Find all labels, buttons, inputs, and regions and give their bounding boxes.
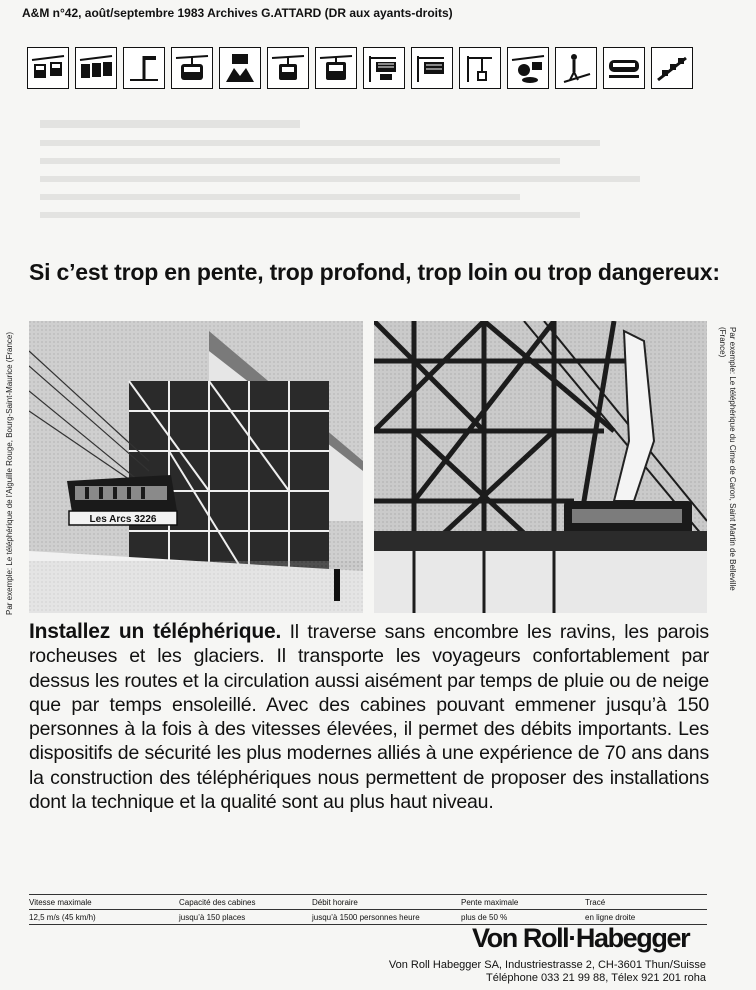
spec-value: en ligne droite bbox=[585, 912, 636, 922]
drag-lift-icon bbox=[123, 47, 165, 89]
funifor-icon bbox=[219, 47, 261, 89]
spec-table bbox=[29, 894, 707, 925]
spec-header: Pente maximale bbox=[461, 897, 519, 907]
spec-value: jusqu’à 1500 personnes heure bbox=[312, 912, 420, 922]
bleed-through-texture bbox=[30, 110, 730, 240]
spec-value: jusqu’à 150 places bbox=[179, 912, 246, 922]
spec-header: Tracé bbox=[585, 897, 606, 907]
cabin-sign: Les Arcs 3226 bbox=[89, 514, 157, 525]
spec-value: plus de 50 % bbox=[461, 912, 508, 922]
gondola-large-icon bbox=[315, 47, 357, 89]
company-address bbox=[376, 959, 706, 985]
gondola-small-icon bbox=[267, 47, 309, 89]
body-paragraph: Il traverse sans encombre les ravins, les parois rocheuses et les glaciers. Il transporte les voyageurs confortablement par dessus les routes et la circulation aussi aisément par temps de pluie ou de neige que par temps ensoleillé. Avec des cabines pouvant emmener jusqu’à 150 personnes à la fois à des vitesses élevées, il permet des débits importants. Les dispositifs de sécurité les plus modernes alliés à une expérience de 70 ans dans la construction des téléphériques nous permettent de proposer des installations dont la technique et la qualité sont au plus haut niveau. bbox=[29, 621, 709, 814]
brand-logo: Von Roll·Habegger bbox=[472, 923, 690, 953]
header-credit: A&M n°42, août/septembre 1983 Archives G.ATTARD (DR aux ayants-droits) bbox=[22, 6, 453, 20]
photo-aiguille-rouge bbox=[29, 321, 363, 613]
photo-right-caption: Par exemple: Le téléphérique du Cime de Caron, Saint Martin de Belleville (France) bbox=[718, 327, 737, 591]
skier-lift-icon bbox=[555, 47, 597, 89]
body-copy bbox=[29, 620, 709, 814]
chairlift-detachable-icon bbox=[363, 47, 405, 89]
cable-car-pulse-icon bbox=[75, 47, 117, 89]
monorail-icon bbox=[603, 47, 645, 89]
lift-type-icon-strip bbox=[27, 47, 693, 89]
t-bar-lift-icon bbox=[459, 47, 501, 89]
photo-left-caption: Par exemple: Le téléphérique de l'Aiguille Rouge, Bourg-Saint-Maurice (France) bbox=[5, 331, 14, 615]
gondola-icon bbox=[171, 47, 213, 89]
spec-header: Débit horaire bbox=[312, 897, 358, 907]
photo-cime-de-caron bbox=[374, 321, 707, 613]
conveyor-icon bbox=[651, 47, 693, 89]
spec-value-row bbox=[29, 909, 707, 924]
cable-car-double-icon bbox=[27, 47, 69, 89]
spec-header: Capacité des cabines bbox=[179, 897, 256, 907]
spec-value: 12,5 m/s (45 km/h) bbox=[29, 912, 96, 922]
address-line: Von Roll Habegger SA, Industriestrasse 2, CH-3601 Thun/Suisse bbox=[388, 959, 706, 971]
headline: Si c’est trop en pente, trop profond, trop loin ou trop dangereux: bbox=[29, 259, 720, 285]
body-lead: Installez un téléphérique. bbox=[29, 620, 282, 643]
spec-header-row bbox=[29, 895, 707, 909]
chairlift-fixed-icon bbox=[411, 47, 453, 89]
contact-line: Téléphone 033 21 99 88, Télex 921 201 roha bbox=[486, 972, 706, 984]
chairlift-bubble-icon bbox=[507, 47, 549, 89]
spec-header: Vitesse maximale bbox=[29, 897, 92, 907]
